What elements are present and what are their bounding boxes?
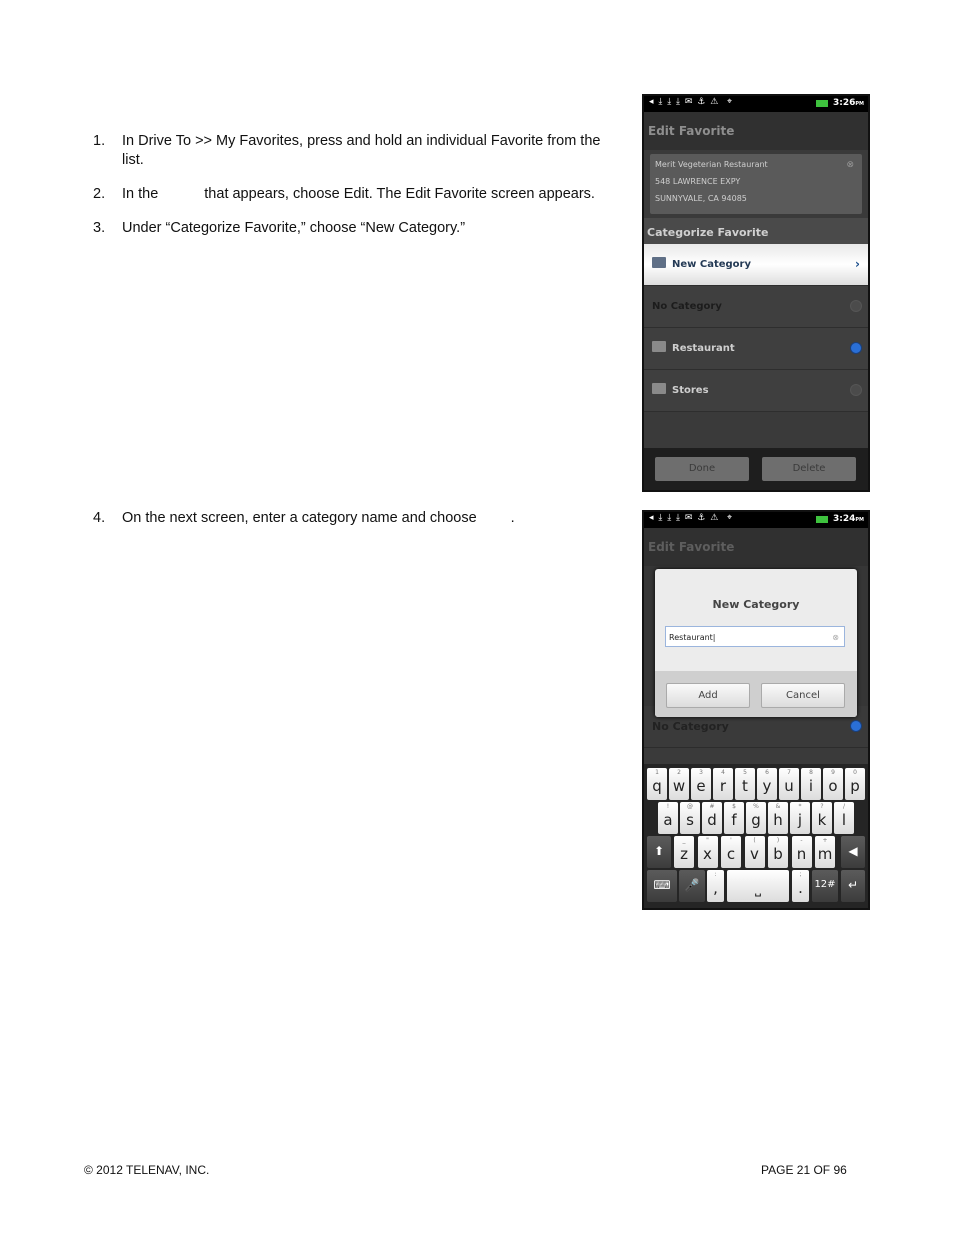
key-hint: 5 [743,769,747,776]
status-time: 3:24PM [832,514,864,524]
dialog-buttons [655,671,857,717]
step-number: 1. [93,133,106,149]
new-category-row[interactable] [644,244,868,286]
row-label: No Category [652,720,729,733]
key-n[interactable] [792,836,812,868]
restaurant-row[interactable] [644,328,868,370]
row-label: No Category [652,301,722,312]
key-y[interactable] [757,768,777,800]
step-text-post: . [510,510,515,526]
keyboard-settings-key[interactable]: ⌨ [647,870,677,902]
key-letter: i [808,777,814,795]
key-g[interactable] [746,802,766,834]
key-h[interactable] [768,802,788,834]
key-hint: $ [732,803,736,810]
address-field[interactable] [650,154,862,214]
key-hint: # [709,803,715,810]
key-l[interactable] [834,802,854,834]
key-hint: 2 [677,769,681,776]
radio-button-selected [850,720,862,732]
key-letter: r [719,777,727,795]
status-time: 3:26PM [832,98,864,108]
key-letter: m [817,845,833,863]
footer-copyright: © 2012 TELENAV, INC. [84,1163,210,1177]
key-letter: b [773,845,783,863]
keyboard-row-3 [644,836,868,870]
key-hint: 8 [809,769,813,776]
row-label: Restaurant [672,343,735,354]
key-b[interactable] [768,836,788,868]
key-letter: e [696,777,706,795]
place-name: Merit Vegeterian Restaurant [655,160,768,169]
keyboard-row-1 [644,768,868,802]
key-letter: f [731,811,737,829]
key-x[interactable] [698,836,718,868]
space-key[interactable]: ⎵ [727,870,789,902]
key-letter: h [773,811,783,829]
key-letter: g [751,811,761,829]
key-hint: + [822,837,828,844]
key-letter: v [750,845,759,863]
status-bar [644,96,868,112]
no-category-row[interactable] [644,286,868,328]
key-letter: k [817,811,827,829]
screen-title: Edit Favorite [644,112,868,150]
radio-button[interactable] [850,384,862,396]
key-hint: / [842,803,846,810]
new-category-screenshot [642,510,870,910]
chevron-right-icon: › [855,257,860,271]
key-o[interactable] [823,768,843,800]
key-letter: x [703,845,712,863]
notification-icons: ◂ ⤓ ⤓ ⤓ ✉ ⚓ ⚠ ⌖ [649,513,734,523]
step-1 [93,132,618,170]
key-u[interactable] [779,768,799,800]
category-name-input[interactable]: Restaurant| ⊗ [665,626,845,647]
footer-page-number: PAGE 21 OF 96 [761,1163,847,1177]
step-number: 3. [93,220,106,236]
key-hint: 3 [699,769,703,776]
key-letter: p [850,777,860,795]
key-letter: s [686,811,694,829]
key-a[interactable] [658,802,678,834]
enter-key[interactable]: ↵ [841,870,865,902]
status-bar [644,512,868,528]
keyboard [644,764,868,908]
step-number: 4. [93,510,106,526]
button-bar [644,448,868,490]
shift-key[interactable]: ⬆ [647,836,671,868]
key-i[interactable] [801,768,821,800]
stores-row[interactable] [644,370,868,412]
key-letter: c [726,845,736,863]
key-hint: ) [776,837,780,844]
symbols-key[interactable]: 12# [812,870,838,902]
key-letter: n [796,845,807,863]
step-text [122,185,618,204]
step-number: 2. [93,186,106,202]
city-address: SUNNYVALE, CA 94085 [655,194,747,203]
key-letter: d [707,811,717,829]
step-3 [93,219,618,238]
period-key[interactable]: ; . [792,870,809,902]
battery-icon [816,516,828,523]
folder-icon [652,383,666,394]
folder-add-icon [652,257,666,268]
folder-icon [652,341,666,352]
key-letter: a [663,811,673,829]
input-value: Restaurant [669,633,713,642]
street-address: 548 LAWRENCE EXPY [655,177,741,186]
key-hint: 6 [765,769,769,776]
key-e[interactable] [691,768,711,800]
key-letter: w [672,777,686,795]
key-hint: ! [666,803,670,810]
key-hint: " [706,837,709,844]
key-j[interactable] [790,802,810,834]
key-hint: 7 [787,769,791,776]
key-hint: _ [682,837,686,844]
battery-icon [816,100,828,107]
keyboard-row-2 [644,802,868,836]
key-hint: @ [687,803,693,810]
screen-title: Edit Favorite [644,528,868,566]
key-letter: l [841,811,847,829]
key-hint: * [798,803,802,810]
key-letter: u [784,777,794,795]
clear-icon[interactable]: ⊗ [832,633,839,642]
row-label: Stores [672,385,709,396]
key-letter: j [797,811,803,829]
delete-button[interactable]: Delete [762,457,856,481]
keyboard-row-4 [644,870,868,904]
key-w[interactable] [669,768,689,800]
step-text-pre: In the [122,186,159,202]
step-2 [93,185,618,204]
section-header: Categorize Favorite [644,218,868,244]
key-letter: t [742,777,748,795]
key-hint: & [775,803,781,810]
key-m[interactable] [815,836,835,868]
key-hint: ? [820,803,824,810]
key-hint: ' [730,837,732,844]
notification-icons: ◂ ⤓ ⤓ ⤓ ✉ ⚓ ⚠ ⌖ [649,97,734,107]
key-letter: o [828,777,838,795]
backspace-key[interactable]: ◀ [841,836,865,868]
key-q[interactable] [647,768,667,800]
key-hint: 4 [721,769,725,776]
key-hint: % [753,803,759,810]
key-t[interactable] [735,768,755,800]
key-f[interactable] [724,802,744,834]
key-d[interactable] [702,802,722,834]
step-text: In Drive To >> My Favorites, press and hold an individual Favorite from the list. [122,133,601,168]
step-text-post: that appears, choose Edit. The Edit Favorite screen appears. [204,186,595,202]
step-text: Under “Categorize Favorite,” choose “New Category.” [122,220,466,236]
key-s[interactable] [680,802,700,834]
key-hint: - [800,837,803,844]
done-button[interactable]: Done [655,457,749,481]
new-category-dialog [655,569,857,717]
key-z[interactable] [674,836,694,868]
key-hint: 1 [655,769,659,776]
radio-button[interactable] [850,300,862,312]
add-button[interactable]: Add [666,683,750,708]
step-text-pre: On the next screen, enter a category name and choose [122,510,477,526]
key-letter: q [652,777,662,795]
step-4 [93,509,618,528]
step-text [122,509,618,528]
edit-favorite-screenshot [642,94,870,492]
key-hint: 0 [853,769,857,776]
key-hint: 9 [831,769,835,776]
clear-icon[interactable]: ⊗ [846,160,854,170]
comma-key[interactable]: : , [707,870,724,902]
dialog-title: New Category [712,598,800,611]
key-k[interactable] [812,802,832,834]
key-c[interactable] [721,836,741,868]
radio-button-selected[interactable] [850,342,862,354]
key-p[interactable] [845,768,865,800]
microphone-key[interactable]: 🎤 [679,870,705,902]
key-letter: z [680,845,688,863]
key-letter: y [762,777,772,795]
cancel-button[interactable]: Cancel [761,683,845,708]
row-label: New Category [672,259,751,270]
key-r[interactable] [713,768,733,800]
key-hint: ( [753,837,756,844]
key-v[interactable] [745,836,765,868]
